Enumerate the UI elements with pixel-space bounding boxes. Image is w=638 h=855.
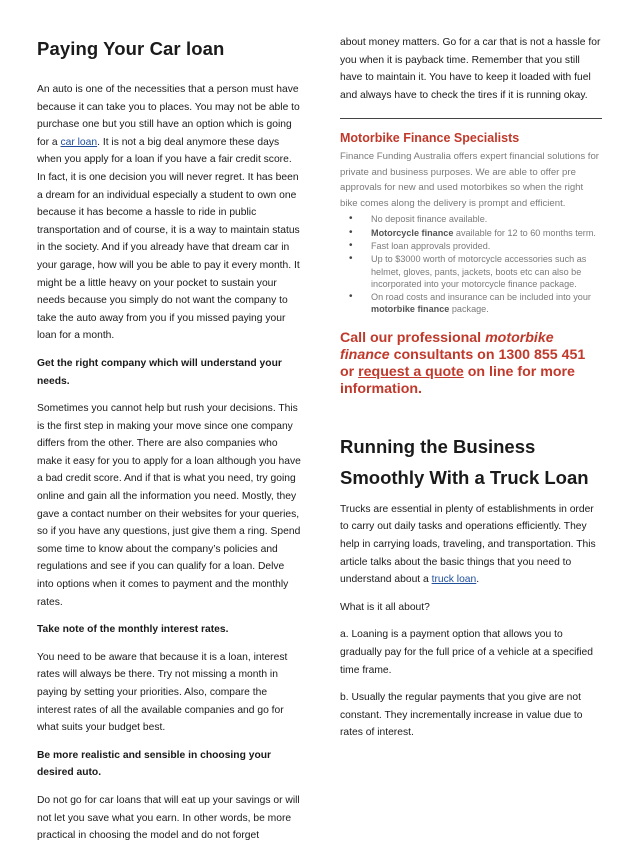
promo-list (340, 213, 602, 315)
truck-intro-start: Trucks are essential in plenty of establishments in order to carry out daily tasks and operations efficiently. They help in carrying loads, traveling, and transportation. This article talks about the basic things that you need to understand about a (340, 503, 596, 586)
subheading-right-company: Get the right company which will understand your needs. (37, 357, 282, 387)
bullet-text-end: package. (449, 304, 489, 315)
bullet-text: Fast loan approvals provided. (371, 240, 491, 251)
list-item (340, 240, 602, 252)
call-to-action (340, 330, 602, 398)
car-loan-link[interactable]: car loan (60, 136, 98, 148)
intro-text-start: An auto is one of the necessities that a person must have because it can take you to places. You may not be able to purchase one but you still have an option which is going for a (37, 84, 300, 148)
paragraph-continued: about money matters. Go for a car that is not a hassle for you when it is payback time. Remember that you still have to maintain it. You have to keep it loaded with fuel and always have to check the tires if it is running okay. (340, 37, 601, 101)
intro-text-end: . It is not a big deal anymore these days when you apply for a loan if you have a fair credit score. In fact, it is one decision you will never regret. It has been a dream for an individual especially a student to own one because it has become a hassle to ride in public transportation and of course, it is a way to maintain status in the society. And if you already have that dream car in your garage, how will you be able to pay it every month. It might be a little heavy on your pocket to sustain your needs because you simply do not want the company to take the auto away from you if you missed paying your loan for a month. (37, 136, 300, 342)
bullet-icon: • (349, 239, 353, 251)
question-line: What is it all about? (340, 601, 430, 613)
article-title: Paying Your Car loan (37, 38, 225, 59)
request-quote-link[interactable]: request a quote (358, 363, 464, 380)
right-column (340, 0, 602, 752)
truck-loan-link[interactable]: truck loan (431, 574, 477, 586)
subheading-realistic: Be more realistic and sensible in choosing your desired auto. (37, 749, 272, 779)
list-item (340, 227, 602, 239)
paragraph-realistic: Do not go for car loans that will eat up your savings or will not let you save what you earn. In other words, be more practical in choosing the model and do not forget (37, 794, 300, 842)
bullet-bold: motorbike finance (371, 304, 450, 315)
answer-b: b. Usually the regular payments that you give are not constant. They incrementally increase in value due to rates of interest. (340, 692, 583, 739)
promo-title: Motorbike Finance Specialists (340, 131, 520, 146)
paragraph-intro (37, 81, 301, 345)
cta-text: Call our professional (340, 329, 486, 346)
bullet-bold: Motorcycle finance (371, 227, 454, 238)
left-column (37, 0, 301, 855)
paragraph-company: Sometimes you cannot help but rush your decisions. This is the first step in making your move since one company differs from the other. There are also companies who make it easy for you to apply for a loan although you have a bad credit score. And if that is what you need, try going online and gain all the information you need. Mostly, they gave a contact number on their websites for your queries, so if you have any questions, just give them a ring. Spend some time to know about the company’s policies and regulations and see if you can qualify for a loan. Delve into options when it comes to payment and the monthly rates. (37, 403, 301, 608)
truck-intro-end: . (476, 574, 480, 586)
bullet-text: Up to $3000 worth of motorcycle accessories such as helmet, gloves, pants, jackets, boots etc can also be incorporated into your motorcycle finance package. (371, 254, 587, 289)
cta-italic: motorbike finance (340, 329, 554, 363)
answer-a: a. Loaning is a payment option that allows you to gradually pay for the full price of a vehicle at a specified time frame. (340, 629, 593, 676)
paragraph-truck-intro (340, 501, 602, 589)
subheading-interest-rates: Take note of the monthly interest rates. (37, 624, 229, 636)
article-title-truck: Running the Business Smoothly With a Truck Loan (340, 435, 589, 488)
list-item (340, 213, 602, 225)
list-item (340, 253, 602, 290)
promo-box (340, 118, 602, 397)
bullet-icon: • (349, 226, 353, 238)
cta-text: consultants on 1300 855 451 or (340, 346, 586, 380)
bullet-text: On road costs and insurance can be included into your (371, 292, 591, 303)
bullet-icon: • (349, 291, 353, 303)
paragraph-interest: You need to be aware that because it is a loan, interest rates will always be there. Try not missing a month in paying by setting your priorities. Also, compare the interest rates of all the available companies and go for what suits your budget best. (37, 651, 288, 734)
bullet-text: No deposit finance available. (371, 214, 488, 225)
bullet-icon: • (349, 253, 353, 265)
list-item (340, 291, 602, 316)
bullet-icon: • (349, 213, 353, 225)
bullet-text: available for 12 to 60 months term. (453, 227, 596, 238)
promo-text: Finance Funding Australia offers expert financial solutions for private and business purposes. We are able to offer pre approvals for new and used motorbikes so when the right bike comes along the delivery is prompt and efficient. (340, 151, 599, 209)
cta-text: on line for more information. (340, 363, 575, 397)
